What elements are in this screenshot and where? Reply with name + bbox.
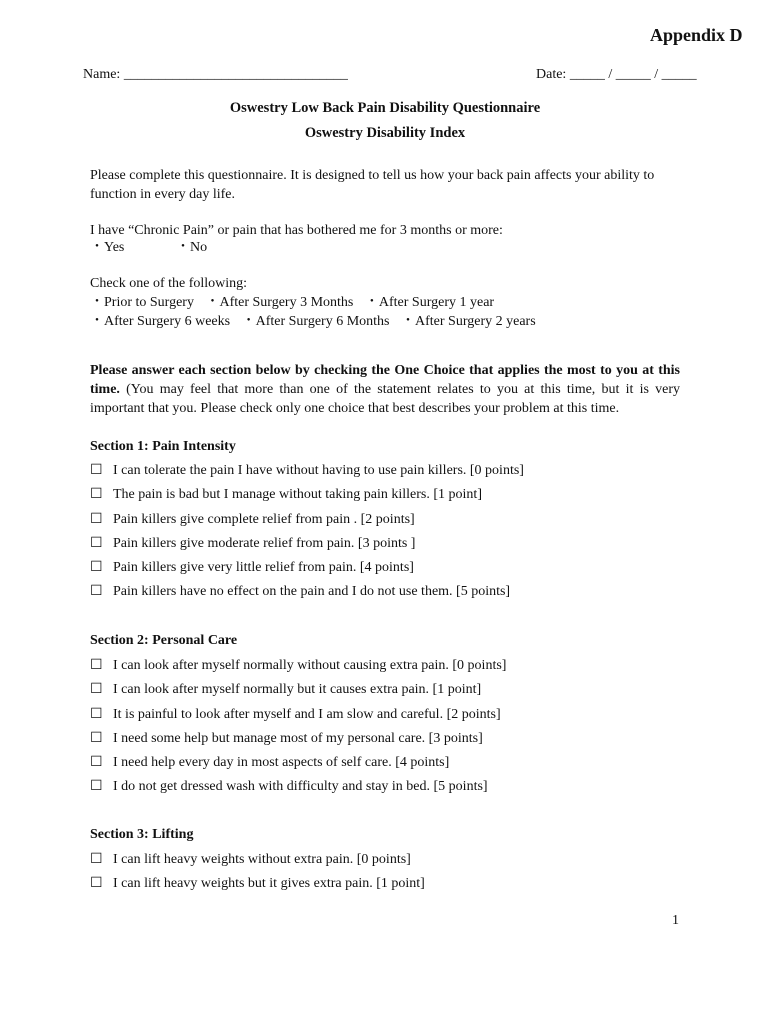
list-item: ☐ I can lift heavy weights without extra pain. [0 points]	[90, 852, 411, 867]
timing-row-1	[90, 291, 502, 311]
list-item: ☐ I can look after myself normally without causing extra pain. [0 points]	[90, 658, 507, 673]
timing-row-2	[90, 310, 544, 330]
page-number: 1	[672, 913, 679, 928]
list-item: ☐ Pain killers give very little relief from pain. [4 points]	[90, 560, 414, 575]
section-1-title: Section 1: Pain Intensity	[90, 439, 236, 454]
list-item: ☐ Pain killers give complete relief from pain . [2 points]	[90, 512, 415, 527]
checkbox[interactable]: ☐	[90, 852, 103, 867]
timing-option-1-year[interactable]: ・After Surgery 1 year	[364, 295, 495, 310]
chronic-pain-question: I have “Chronic Pain” or pain that has bothered me for 3 months or more:	[90, 223, 503, 238]
timing-option-2-years[interactable]: ・After Surgery 2 years	[401, 314, 536, 329]
list-item: ☐ I need some help but manage most of my personal care. [3 points]	[90, 731, 483, 746]
date-field[interactable]: Date: _____ / _____ / _____	[536, 67, 697, 82]
checkbox[interactable]: ☐	[90, 536, 103, 551]
instructions-paragraph	[90, 361, 680, 418]
chronic-option-yes[interactable]: ・Yes	[90, 240, 125, 255]
list-item: ☐ Pain killers give moderate relief from pain. [3 points ]	[90, 536, 416, 551]
checkbox[interactable]: ☐	[90, 658, 103, 673]
timing-option-prior[interactable]: ・Prior to Surgery	[90, 295, 194, 310]
list-item: ☐ I can lift heavy weights but it gives extra pain. [1 point]	[90, 876, 425, 891]
chronic-pain-options	[90, 238, 680, 257]
list-item: ☐ I need help every day in most aspects of self care. [4 points]	[90, 755, 450, 770]
checkbox[interactable]: ☐	[90, 707, 103, 722]
list-item: ☐ I can tolerate the pain I have without having to use pain killers. [0 points]	[90, 463, 524, 478]
list-item: ☐ The pain is bad but I manage without taking pain killers. [1 point]	[90, 487, 482, 502]
timing-option-6-weeks[interactable]: ・After Surgery 6 weeks	[90, 314, 231, 329]
checkbox[interactable]: ☐	[90, 487, 103, 502]
checkbox[interactable]: ☐	[90, 682, 103, 697]
appendix-label: Appendix D	[650, 25, 743, 45]
list-item: ☐ Pain killers have no effect on the pain and I do not use them. [5 points]	[90, 584, 511, 599]
list-item: ☐ I can look after myself normally but it causes extra pain. [1 point]	[90, 682, 482, 697]
checkbox[interactable]: ☐	[90, 560, 103, 575]
chronic-option-no[interactable]: ・No	[176, 240, 208, 255]
timing-prompt: Check one of the following:	[90, 276, 248, 291]
timing-option-3-months[interactable]: ・After Surgery 3 Months	[205, 295, 354, 310]
checkbox[interactable]: ☐	[90, 463, 103, 478]
list-item: ☐ It is painful to look after myself and I am slow and careful. [2 points]	[90, 707, 501, 722]
intro-paragraph: Please complete this questionnaire. It is designed to tell us how your back pain affects your ability to function in every day life.	[90, 168, 655, 202]
name-field[interactable]: Name: ________________________________	[83, 67, 348, 82]
questionnaire-subtitle: Oswestry Disability Index	[304, 125, 466, 141]
checkbox[interactable]: ☐	[90, 584, 103, 599]
instructions-bold: Please answer each section below by checking the One Choice that applies the most to you at this time.	[90, 363, 680, 397]
checkbox[interactable]: ☐	[90, 755, 103, 770]
instructions-normal: (You may feel that more than one of the statement relates to you at this time, but it is very important that you. Please check only one choice that best describes your problem at this time.	[90, 382, 680, 416]
section-2-title: Section 2: Personal Care	[90, 633, 238, 648]
list-item: ☐ I do not get dressed wash with difficulty and stay in bed. [5 points]	[90, 779, 488, 794]
questionnaire-title: Oswestry Low Back Pain Disability Questionnaire	[229, 100, 541, 116]
timing-option-6-months[interactable]: ・After Surgery 6 Months	[241, 314, 390, 329]
checkbox[interactable]: ☐	[90, 512, 103, 527]
checkbox[interactable]: ☐	[90, 876, 103, 891]
section-3-title: Section 3: Lifting	[90, 827, 194, 842]
checkbox[interactable]: ☐	[90, 779, 103, 794]
checkbox[interactable]: ☐	[90, 731, 103, 746]
